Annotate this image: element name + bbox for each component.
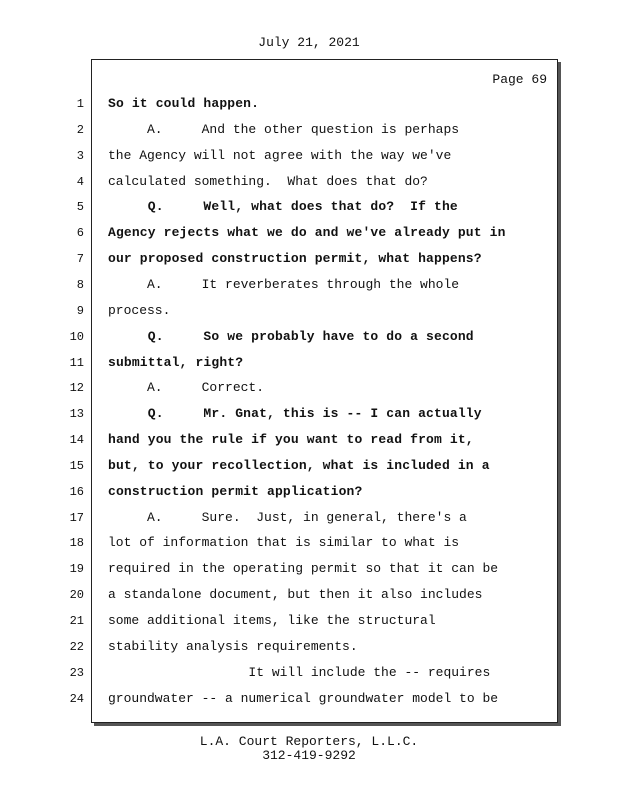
transcript-line [0,506,618,528]
line-number: 13 [69,407,84,422]
transcript-line [0,92,618,114]
transcript-line [0,402,618,424]
transcript-line [0,299,618,321]
transcript-line [0,531,618,553]
line-number: 24 [69,691,84,706]
line-number: 22 [69,639,84,654]
line-text: A. And the other question is perhaps [108,121,460,137]
transcript-line [0,195,618,217]
line-text: the Agency will not agree with the way we've [108,147,452,163]
line-text: It will include the -- requires [108,664,491,680]
transcript-date: July 21, 2021 [258,35,360,50]
transcript-line [0,118,618,140]
line-number: 8 [76,277,84,292]
line-number: 1 [76,97,84,111]
transcript-line [0,661,618,683]
line-number: 17 [69,510,84,525]
footer [0,735,618,763]
line-text: stability analysis requirements. [108,638,358,654]
line-number: 7 [76,252,84,267]
transcript-line [0,557,618,579]
transcript-line [0,609,618,631]
line-text: but, to your recollection, what is included in a [108,457,490,473]
transcript-line [0,351,618,373]
transcript-line [0,454,618,476]
line-number: 2 [76,122,84,137]
line-text: a standalone document, but then it also includes [108,587,483,603]
transcript-line [0,480,618,502]
line-number: 4 [76,174,84,189]
line-number: 14 [69,433,84,448]
line-text: construction permit application? [108,483,363,499]
transcript-line [0,428,618,450]
line-text: Q. Mr. Gnat, this is -- I can actually [108,406,482,422]
reporter-company: L.A. Court Reporters, L.L.C. [199,734,419,749]
transcript-line [0,687,618,709]
transcript-line [0,247,618,269]
line-text: Q. So we probably have to do a second [108,328,474,344]
line-text: groundwater -- a numerical groundwater model to be [108,690,499,706]
line-text: submittal, right? [108,354,244,370]
line-number: 23 [69,665,84,680]
line-text: A. Sure. Just, in general, there's a [108,509,467,525]
line-text: So it could happen. [108,96,260,111]
page-number: Page 69 [492,72,547,87]
line-number: 10 [69,329,84,344]
line-number: 16 [69,484,84,499]
line-text: Agency rejects what we do and we've already put in [108,225,506,241]
line-text: some additional items, like the structural [108,613,436,628]
transcript-line [0,170,618,192]
line-text: required in the operating permit so that it can be [108,561,499,577]
transcript-line [0,273,618,295]
line-number: 15 [69,458,84,473]
line-text: lot of information that is similar to what is [108,535,460,551]
transcript-line [0,325,618,347]
line-text: hand you the rule if you want to read from it, [108,432,474,448]
line-number: 12 [69,381,84,396]
line-number: 6 [76,226,84,241]
transcript-line [0,376,618,398]
line-text: A. Correct. [108,380,265,396]
transcript-line [0,583,618,605]
line-text: our proposed construction permit, what happens? [108,251,482,267]
line-number: 9 [76,303,84,318]
line-number: 18 [69,536,84,551]
transcript-line [0,221,618,243]
line-text: A. It reverberates through the whole [108,276,460,292]
line-number: 3 [76,148,84,163]
line-number: 21 [69,614,84,628]
reporter-phone: 312-419-9292 [262,748,356,763]
line-text: process. [108,302,171,318]
line-number: 5 [76,200,84,215]
line-text: calculated something. What does that do? [108,173,428,189]
transcript-line [0,144,618,166]
transcript-line [0,635,618,657]
line-number: 20 [69,588,84,603]
line-number: 11 [69,355,84,370]
line-text: Q. Well, what does that do? If the [108,199,458,215]
line-number: 19 [69,562,84,577]
